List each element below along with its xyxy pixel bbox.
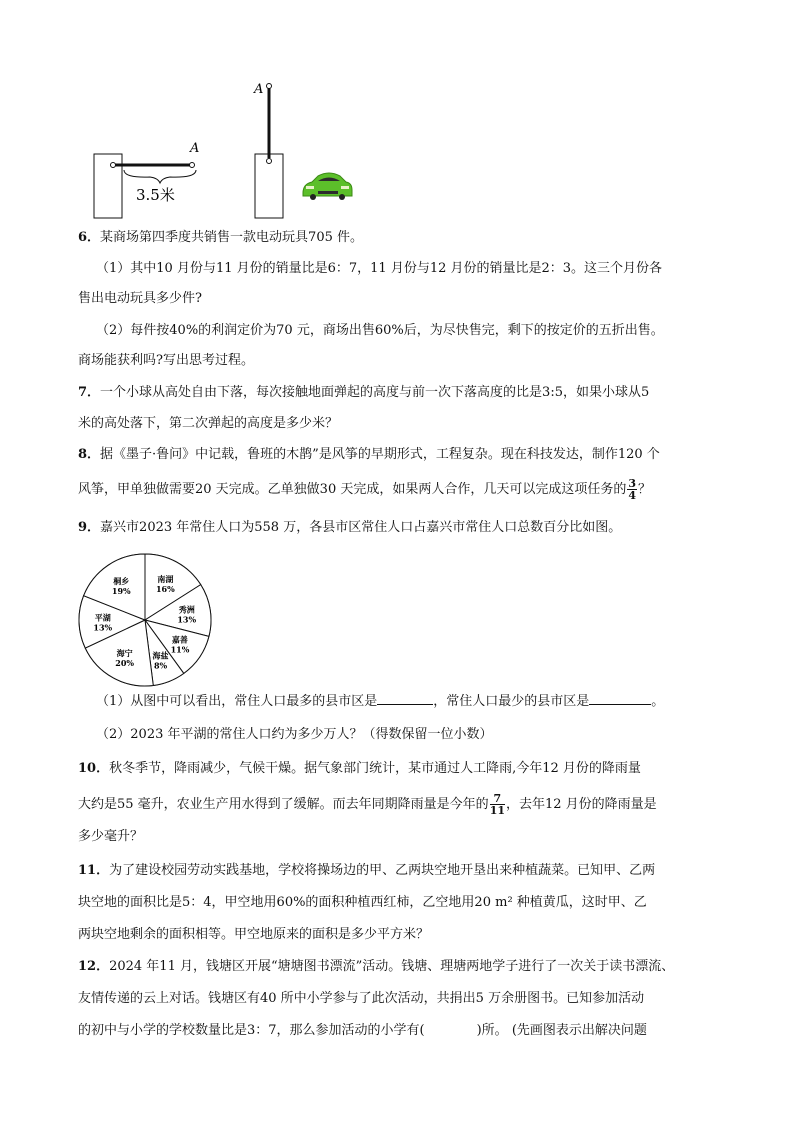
pie-slice-label-3: 8% [153,660,168,671]
pie-slice-label-4: 20% [115,658,135,669]
pie-slice-label-0: 16% [155,583,175,594]
pie-slice-name-0: 南湖 [157,573,174,584]
q10-line1-text: 秋冬季节，降雨减少，气候干燥。据气象部门统计，某市通过人工降雨,今年12 月份的降雨量 [109,761,641,776]
q6-stem-text: 某商场第四季度共销售一款电动玩具705 件。 [100,230,363,245]
label-a-vertical: A [254,82,264,97]
q10-fraction-denominator: 11 [489,804,505,817]
q12-line1-text: 2024 年11 月，钱塘区开展“塘塘图书漂流”活动。钱塘、理塘两地学子进行了一次关于读书漂流、 [109,959,675,974]
distance-label: 3.5米 [136,186,175,204]
q8-fraction-denominator: 4 [628,489,637,502]
q8-line2-text: 风筝，甲单独做需要20 天完成。乙单独做30 天完成，如果两人合作，几天可以完成这项任务的 [78,482,627,497]
q12-line1 [78,957,674,977]
lever-figure [0,0,794,230]
q6-part2-line1: （2）每件按40%的利润定价为70 元，商场出售60%后，为尽快售完，剩下的按定价的五折出售。 [96,323,664,338]
population-pie-chart [75,550,215,690]
pie-slice-name-2: 嘉善 [171,634,188,645]
q11-line2: 块空地的面积比是5：4，甲空地用60%的面积种植西红柿，乙空地用20 m² 种植黄瓜，这时甲、乙 [78,895,647,910]
q9-answer-blank-most[interactable] [377,704,433,705]
q9-part1-mid: ，常住人口最少的县市区是 [433,694,590,709]
pie-slice-label-6: 19% [111,586,131,597]
q8-line1 [78,445,660,465]
q10-line3: 多少毫升？ [78,829,144,844]
q8-fraction [627,478,637,501]
q12-number: 12． [78,959,110,974]
q8-fraction-numerator: 3 [628,477,637,490]
q9-part1-end: 。 [651,694,665,709]
q7-line2: 米的高处落下，第二次弹起的高度是多少米？ [78,416,339,431]
distance-brace [124,170,196,183]
q7-line1-text: 一个小球从高处自由下落，每次接触地面弹起的高度与前一次下落高度的比是3:5，如果小球从5 [100,385,650,400]
arm-end-a-top [267,84,272,89]
q8-line2 [78,478,651,501]
q10-line1 [78,759,641,779]
q6-stem [78,228,363,248]
q7-number: 7． [78,385,101,400]
label-a-horizontal: A [190,141,200,156]
green-car-icon [303,173,352,200]
q11-line1-text: 为了建设校园劳动实践基地，学校将操场边的甲、乙两块空地开垦出来种植蔬菜。已知甲、乙两 [109,863,656,878]
q6-part2-line2: 商场能获利吗?写出思考过程。 [78,353,254,368]
q9-stem-text: 嘉兴市2023 年常住人口为558 万，各县市区常住人口占嘉兴市常住人口总数百分比如图。 [100,520,622,535]
q9-answer-blank-least[interactable] [589,704,651,705]
pie-slice-name-5: 平湖 [94,612,111,623]
q12-line3: 的初中与小学的学校数量比是3：7，那么参加活动的小学有( )所。 (先画图表示出解决问题 [78,1023,647,1038]
q9-part2: （2）2023 年平湖的常住人口约为多少万人？（得数保留一位小数） [96,727,493,742]
q10-number: 10． [78,761,110,776]
q10-fraction [490,793,505,816]
right-pivot [267,159,272,164]
q7-line1 [78,383,649,403]
pie-slice-label-2: 11% [170,644,190,655]
q9-part1 [96,692,664,712]
q6-part1-line1: （1）其中10 月份与11 月份的销量比是6：7，11 月份与12 月份的销量比是2：3。这三个月份各 [96,261,663,276]
q9-stem [78,518,621,538]
pie-slice-label-1: 13% [177,614,197,625]
pie-slice-name-1: 秀洲 [178,604,195,615]
pie-slice-name-3: 海盐 [152,650,169,661]
left-pivot [111,163,116,168]
q8-number: 8． [78,447,101,462]
q9-number: 9． [78,520,101,535]
q10-line2-text: 大约是55 毫升，农业生产用水得到了缓解。而去年同期降雨量是今年的 [78,797,489,812]
q9-part1-text: （1）从图中可以看出，常住人口最多的县市区是 [96,694,378,709]
q6-number: 6． [78,230,101,245]
q11-number: 11． [78,863,110,878]
q11-line3: 两块空地剩余的面积相等。甲空地原来的面积是多少平方米？ [78,927,430,942]
q6-part1-line2: 售出电动玩具多少件? [78,291,202,306]
q8-line1-text: 据《墨子·鲁问》中记载，鲁班的木鹊”是风筝的早期形式，工程复杂。现在科技发达，制作120 个 [100,447,660,462]
pie-slice-name-6: 桐乡 [113,576,130,587]
pie-slice-label-5: 13% [93,622,113,633]
q10-fraction-numerator: 7 [490,793,505,805]
q8-line2-end: ？ [638,482,652,497]
q11-line1 [78,861,655,881]
q10-line2-end: ，去年12 月份的降雨量是 [506,797,657,812]
q12-line2: 友情传递的云上对话。钱塘区有40 所中小学参与了此次活动，共捐出5 万余册图书。已知参加活动 [78,991,645,1006]
q10-line2 [78,793,657,816]
pie-slice-name-4: 海宁 [116,648,133,659]
arm-end-a [190,163,195,168]
